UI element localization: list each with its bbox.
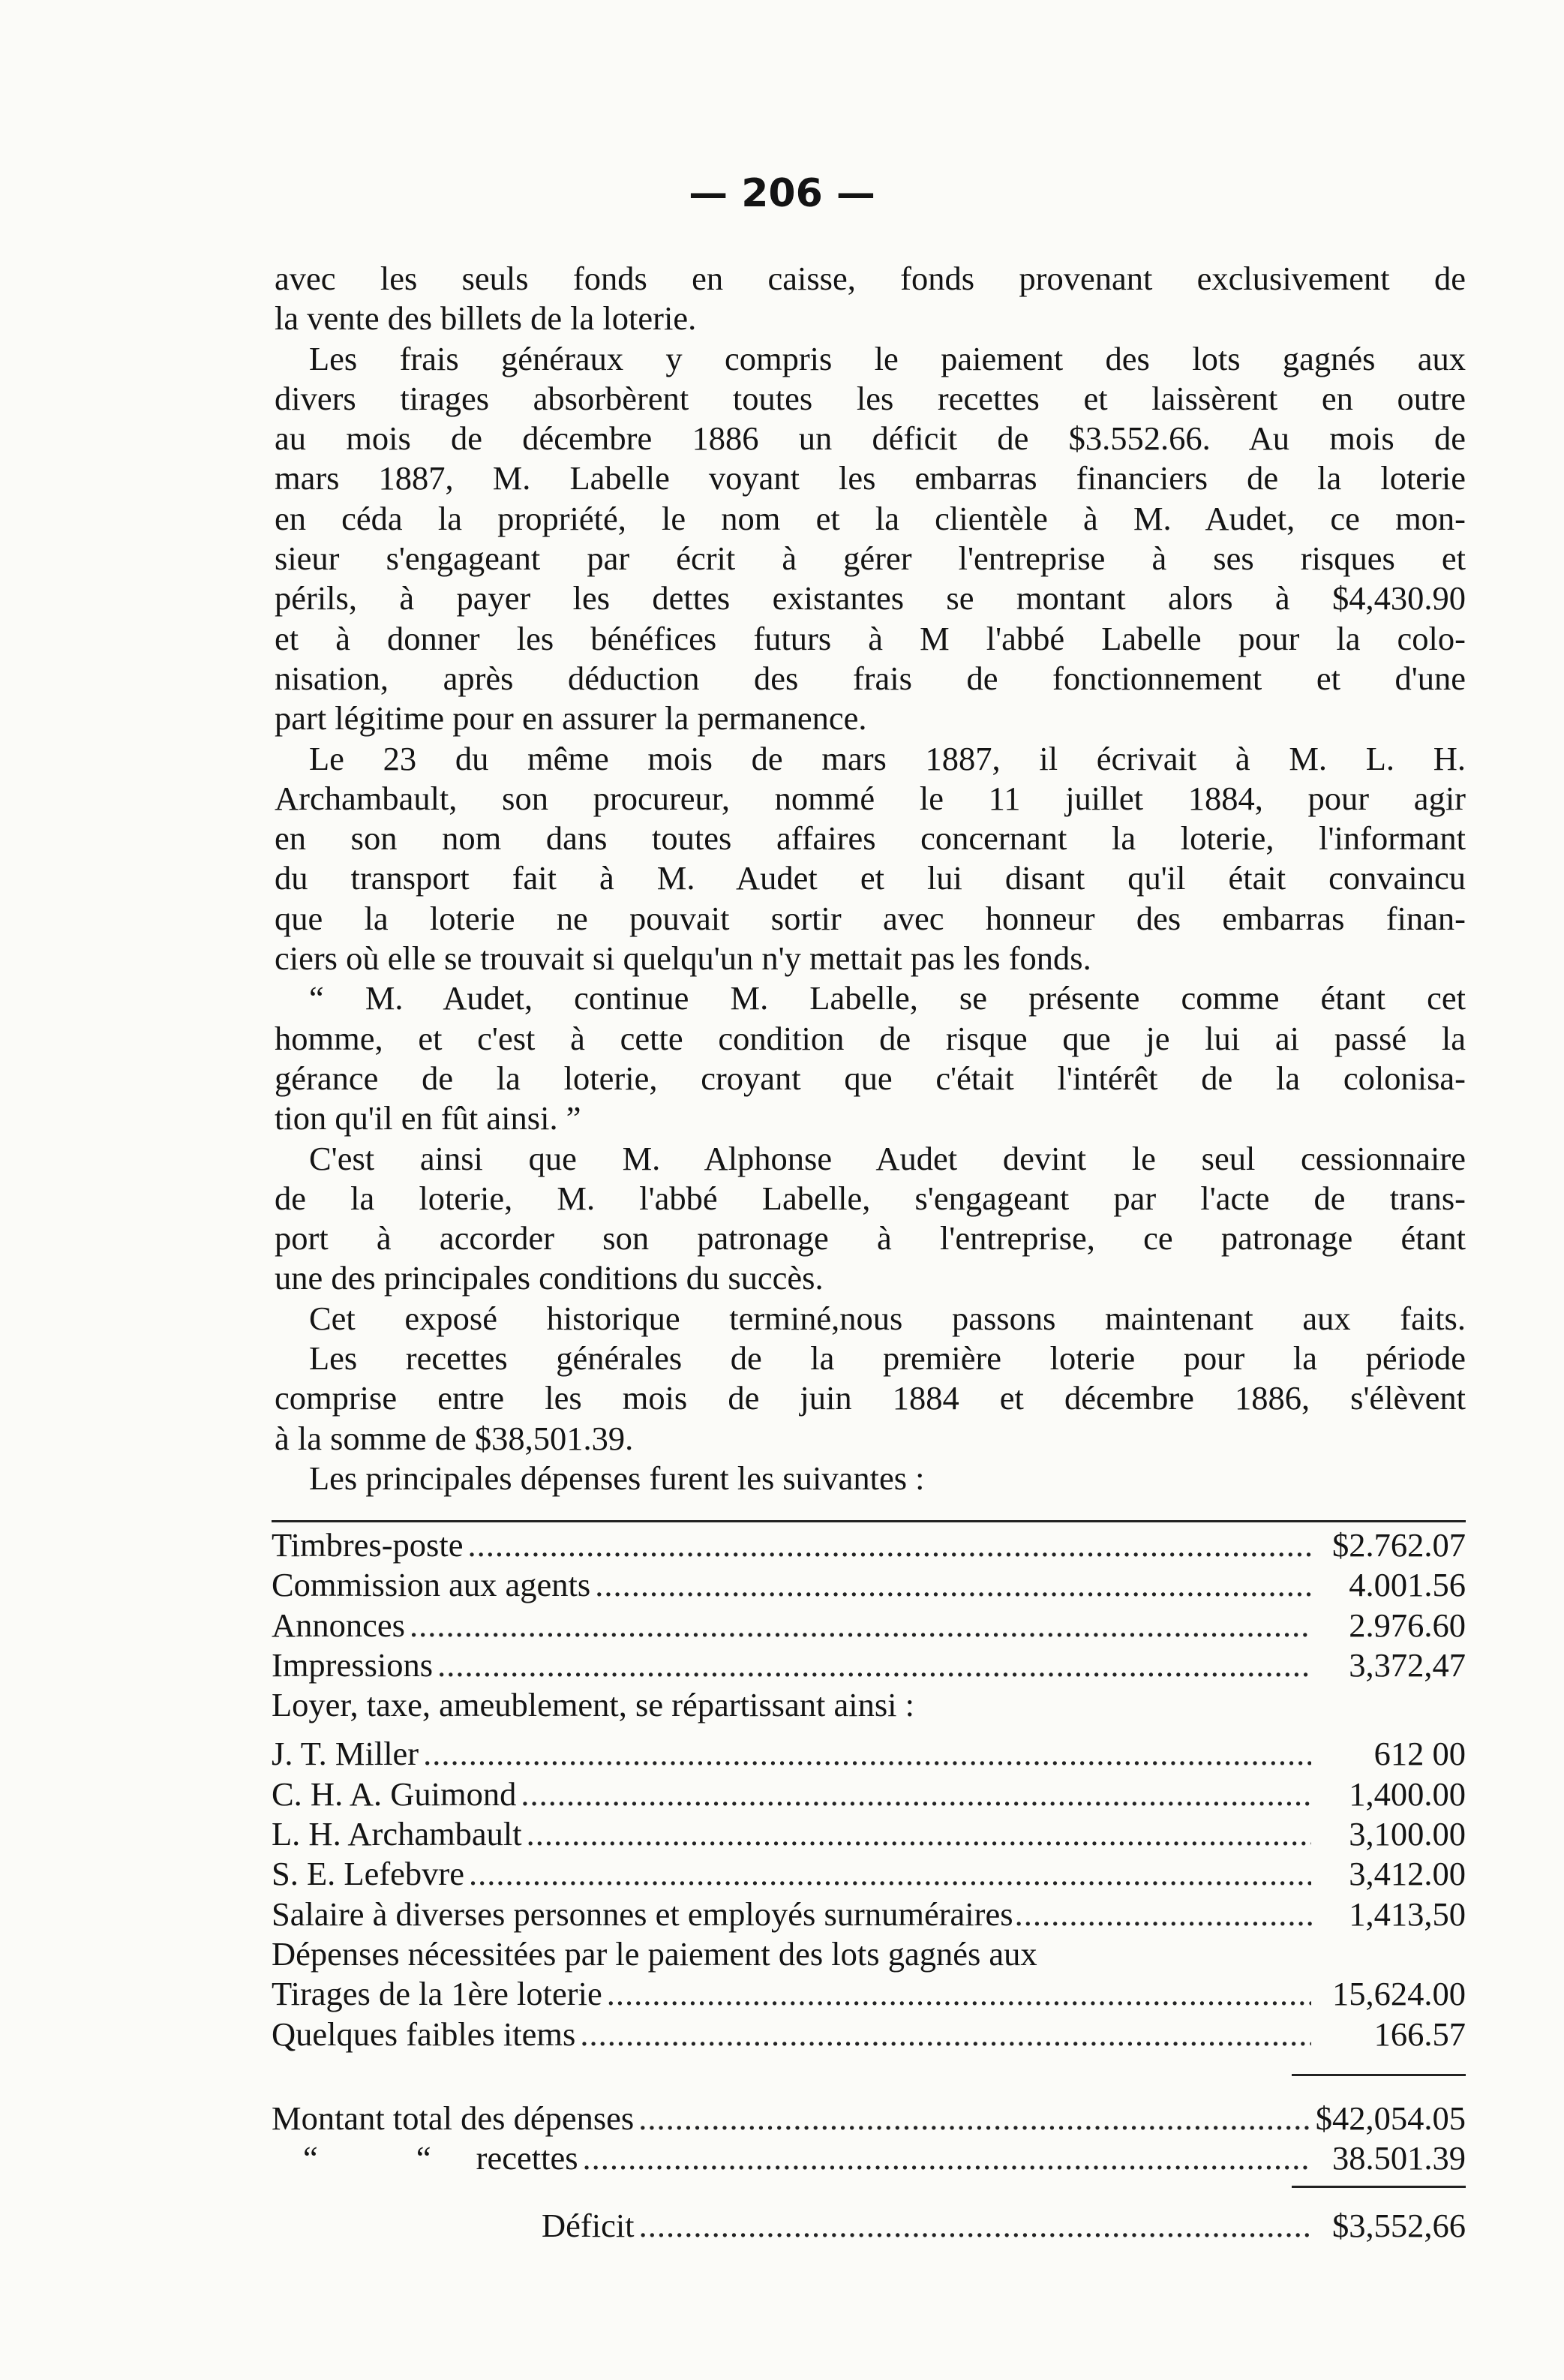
- ledger-amount: 1,413,50: [1349, 1895, 1466, 1933]
- ledger-row: [272, 1565, 1466, 1605]
- text-line: une des principales conditions du succès.: [275, 1259, 824, 1297]
- text-line: Le 23 du même mois de mars 1887, il écrivait à M. L. H.: [309, 739, 1466, 777]
- leader-dots: [638, 2099, 1311, 2138]
- text-line: en céda la propriété, le nom et la clientèle à M. Audet, ce mon-: [275, 499, 1466, 537]
- leader-dots: [437, 1645, 1311, 1685]
- text-line: divers tirages absorbèrent toutes les recettes et laissèrent en outre: [275, 379, 1466, 417]
- ledger-amount: 1,400.00: [1349, 1774, 1466, 1813]
- ledger-total-row: [272, 2099, 1466, 2138]
- ledger-amount: 3,372,47: [1349, 1645, 1466, 1684]
- deficit-label: Déficit: [542, 2207, 635, 2245]
- ledger-label: Annonces: [272, 1606, 405, 1644]
- ledger-label: Salaire à diverses personnes et employés surnuméraires: [272, 1895, 1013, 1933]
- leader-dots: [580, 2015, 1311, 2054]
- text-line: et à donner les bénéfices futurs à M l'abbé Labelle pour la colo-: [275, 619, 1466, 657]
- rent-heading: Loyer, taxe, ameublement, se répartissant ainsi :: [272, 1686, 915, 1724]
- body-text: [275, 259, 1466, 1498]
- ledger-label: Impressions: [272, 1645, 434, 1684]
- deficit-row: [272, 2206, 1466, 2246]
- text-line: part légitime pour en assurer la permanence.: [275, 699, 867, 738]
- text-line: périls, à payer les dettes existantes se montant alors à $4,430.90: [275, 579, 1466, 618]
- text-line: homme, et c'est à cette condition de risque que je lui ai passé la: [275, 1019, 1466, 1057]
- text-line: Les frais généraux y compris le paiement des lots gagnés aux: [309, 339, 1466, 377]
- ledger-amount: $42,054.05: [1315, 2099, 1466, 2137]
- text-line: que la loterie ne pouvait sortir avec honneur des embarras finan-: [275, 899, 1466, 937]
- text-line: Cet exposé historique terminé,nous passons maintenant aux faits.: [309, 1299, 1466, 1337]
- text-line: nisation, après déduction des frais de fonctionnement et d'une: [275, 659, 1466, 697]
- ledger-amount: 38.501.39: [1332, 2139, 1466, 2177]
- ledger-row: [272, 1525, 1466, 1565]
- ledger-label: S. E. Lefebvre: [272, 1855, 465, 1893]
- ledger-label: Timbres-poste: [272, 1526, 464, 1564]
- text-line: ciers où elle se trouvait si quelqu'un n'y mettait pas les fonds.: [275, 939, 1091, 978]
- text-line: gérance de la loterie, croyant que c'était l'intérêt de la colonisa-: [275, 1059, 1466, 1097]
- ledger-amount: 2.976.60: [1349, 1606, 1466, 1644]
- deficit-amount: $3,552,66: [1332, 2207, 1466, 2245]
- ledger-row: [272, 1854, 1466, 1894]
- ledger-label: Montant total des dépenses: [272, 2099, 635, 2137]
- text-line: “ M. Audet, continue M. Labelle, se présente comme étant cet: [309, 979, 1466, 1017]
- page-number: — 206 —: [689, 171, 875, 216]
- ledger-amount: $2.762.07: [1332, 1526, 1466, 1564]
- leader-dots: [467, 1525, 1311, 1565]
- leader-dots: [595, 1565, 1311, 1605]
- ledger-label: Tirages de la 1ère loterie: [272, 1975, 602, 2013]
- text-line: Archambault, son procureur, nommé le 11 juillet 1884, pour agir: [275, 779, 1466, 817]
- ledger-label: Commission aux agents: [272, 1566, 591, 1604]
- leader-dots: [521, 1774, 1311, 1814]
- text-line: Les recettes générales de la première loterie pour la période: [309, 1339, 1466, 1378]
- ditto-marks: “ “: [303, 2139, 476, 2177]
- text-line: comprise entre les mois de juin 1884 et décembre 1886, s'élèvent: [275, 1379, 1466, 1417]
- ledger-amount: 166.57: [1373, 2015, 1466, 2053]
- text-line: tion qu'il en fût ainsi. ”: [275, 1099, 581, 1137]
- ledger-amount: 4.001.56: [1349, 1566, 1466, 1604]
- text-line: Les principales dépenses furent les suivantes :: [309, 1459, 925, 1497]
- text-line: en son nom dans toutes affaires concernant la loterie, l'informant: [275, 819, 1466, 858]
- ledger-amount: 3,100.00: [1349, 1815, 1466, 1853]
- text-line: du transport fait à M. Audet et lui disant qu'il était convaincu: [275, 859, 1466, 897]
- leader-dots: [1015, 1895, 1314, 1934]
- leader-dots: [639, 2206, 1311, 2246]
- ledger-label: recettes: [476, 2139, 578, 2177]
- text-line: avec les seuls fonds en caisse, fonds provenant exclusivement de: [275, 260, 1466, 297]
- text-line: à la somme de $38,501.39.: [275, 1419, 634, 1457]
- leader-dots: [607, 1974, 1311, 2014]
- leader-dots: [527, 1814, 1311, 1854]
- ledger-row: [272, 1774, 1466, 1814]
- ledger-label: C. H. A. Guimond: [272, 1774, 517, 1813]
- ledger-heading: [272, 1934, 1466, 1974]
- leader-dots: [583, 2138, 1311, 2178]
- leader-dots: [423, 1734, 1311, 1774]
- leader-dots: [410, 1606, 1311, 1645]
- text-line: port à accorder son patronage à l'entreprise, ce patronage étant: [275, 1219, 1466, 1258]
- ledger-label: Quelques faibles items: [272, 2015, 576, 2053]
- text-line: mars 1887, M. Labelle voyant les embarras financiers de la loterie: [275, 459, 1466, 497]
- text-line: au mois de décembre 1886 un déficit de $3.552.66. Au mois de: [275, 419, 1466, 458]
- ledger-row: [272, 1974, 1466, 2014]
- ledger-amount: 612 00: [1373, 1735, 1466, 1773]
- ledger-amount: 3,412.00: [1349, 1855, 1466, 1893]
- text-line: sieur s'engageant par écrit à gérer l'entreprise à ses risques et: [275, 539, 1466, 578]
- expense-ledger: [272, 1517, 1466, 2246]
- text-line: la vente des billets de la loterie.: [275, 299, 697, 338]
- top-rule: [272, 1520, 1466, 1522]
- ledger-row: [272, 1895, 1466, 1934]
- ledger-row: [272, 1645, 1466, 1685]
- leader-dots: [469, 1854, 1311, 1894]
- ledger-label: L. H. Archambault: [272, 1815, 522, 1853]
- ledger-row: [272, 1606, 1466, 1645]
- ledger-label: J. T. Miller: [272, 1735, 419, 1773]
- ledger-amount: 15,624.00: [1332, 1975, 1466, 2013]
- prizes-heading: Dépenses nécessitées par le paiement des lots gagnés aux: [272, 1934, 1037, 1973]
- ledger-row: [272, 2015, 1466, 2054]
- ledger-heading: [272, 1685, 1466, 1725]
- text-line: C'est ainsi que M. Alphonse Audet devint le seul cessionnaire: [309, 1139, 1466, 1177]
- ledger-row: [272, 1814, 1466, 1854]
- ledger-row: [272, 1734, 1466, 1774]
- ledger-total-row: [272, 2138, 1466, 2178]
- text-line: de la loterie, M. l'abbé Labelle, s'engageant par l'acte de trans-: [275, 1179, 1466, 1217]
